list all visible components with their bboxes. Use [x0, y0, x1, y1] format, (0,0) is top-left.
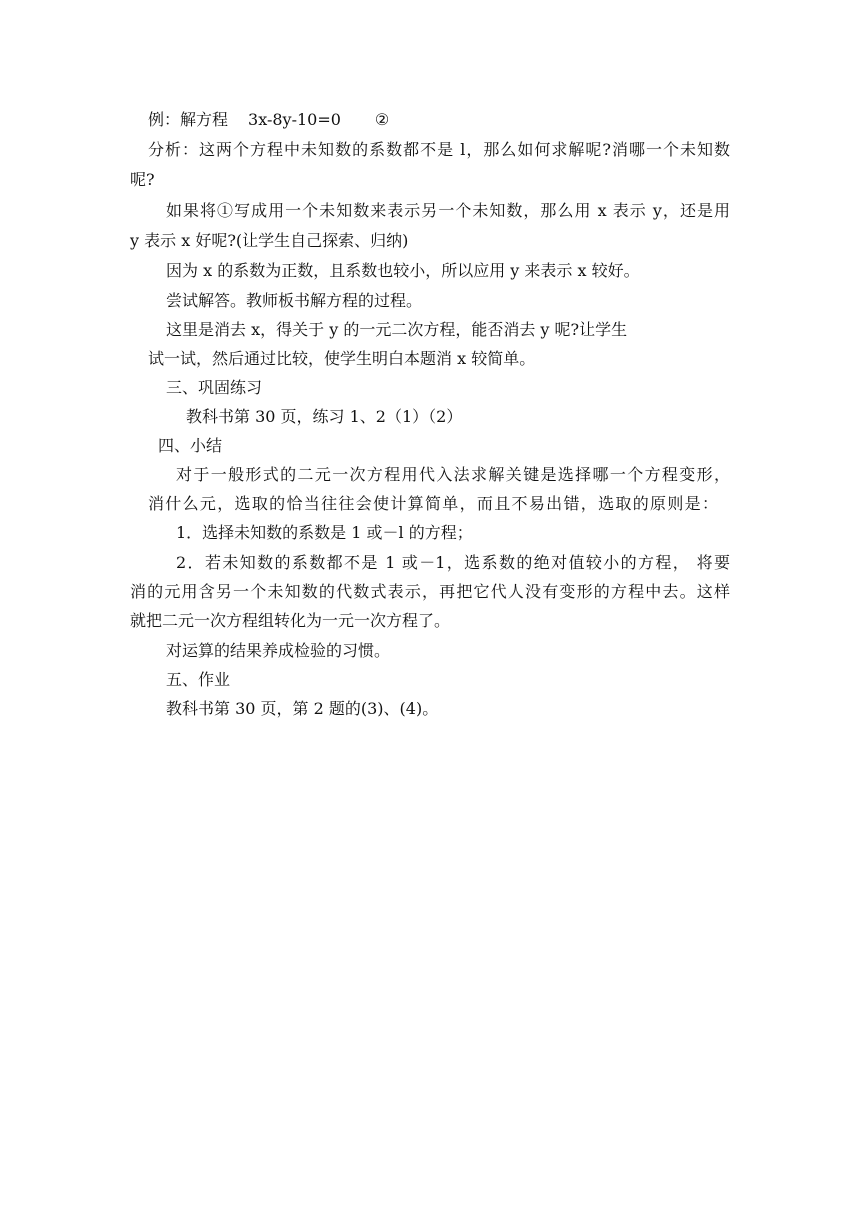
section-heading: 三、巩固练习: [166, 378, 263, 397]
text-line: 对运算的结果养成检验的习惯。: [166, 641, 391, 660]
section-heading: 四、小结: [158, 436, 223, 455]
text-line: 教科书第 30 页，第 2 题的(3)、(4)。: [166, 699, 439, 718]
example-equation: 3x-8y-10=0: [248, 110, 341, 129]
text-line: 就把二元一次方程组转化为一元一次方程了。: [130, 611, 451, 630]
equation-marker: ②: [374, 110, 390, 129]
text-line: 对于一般形式的二元一次方程用代入法求解关键是选择哪一个方程变形，: [176, 465, 730, 484]
text-line: 如果将①写成用一个未知数来表示另一个未知数，那么用 x 表示 y，还是用: [166, 201, 730, 220]
text-line: 2．若未知数的系数都不是 1 或－1，选系数的绝对值较小的方程， 将要: [176, 553, 730, 572]
text-line: 这里是消去 x，得关于 y 的一元二次方程，能否消去 y 呢?让学生: [166, 320, 628, 339]
text-line: 1．选择未知数的系数是 1 或－l 的方程；: [176, 523, 473, 542]
example-line: [148, 110, 389, 130]
text-line: 试一试，然后通过比较，使学生明白本题消 x 较简单。: [148, 349, 536, 368]
text-line: 尝试解答。教师板书解方程的过程。: [166, 291, 423, 310]
text-line: 因为 x 的系数为正数，且系数也较小，所以应用 y 来表示 x 较好。: [166, 261, 640, 280]
text-line: 呢?: [130, 170, 155, 189]
text-line: 教科书第 30 页，练习 1、2（1）（2）: [186, 407, 463, 426]
example-label: 例：解方程: [148, 110, 229, 129]
text-line: 消的元用含另一个未知数的代数式表示，再把它代人没有变形的方程中去。这样: [130, 582, 730, 601]
text-line: 消什么元，选取的恰当往往会使计算简单，而且不易出错，选取的原则是：: [148, 494, 718, 513]
text-line: y 表示 x 好呢?(让学生自己探索、归纳): [130, 231, 409, 250]
section-heading: 五、作业: [166, 670, 231, 689]
text-line: 分析：这两个方程中未知数的系数都不是 l，那么如何求解呢?消哪一个未知数: [148, 140, 730, 159]
